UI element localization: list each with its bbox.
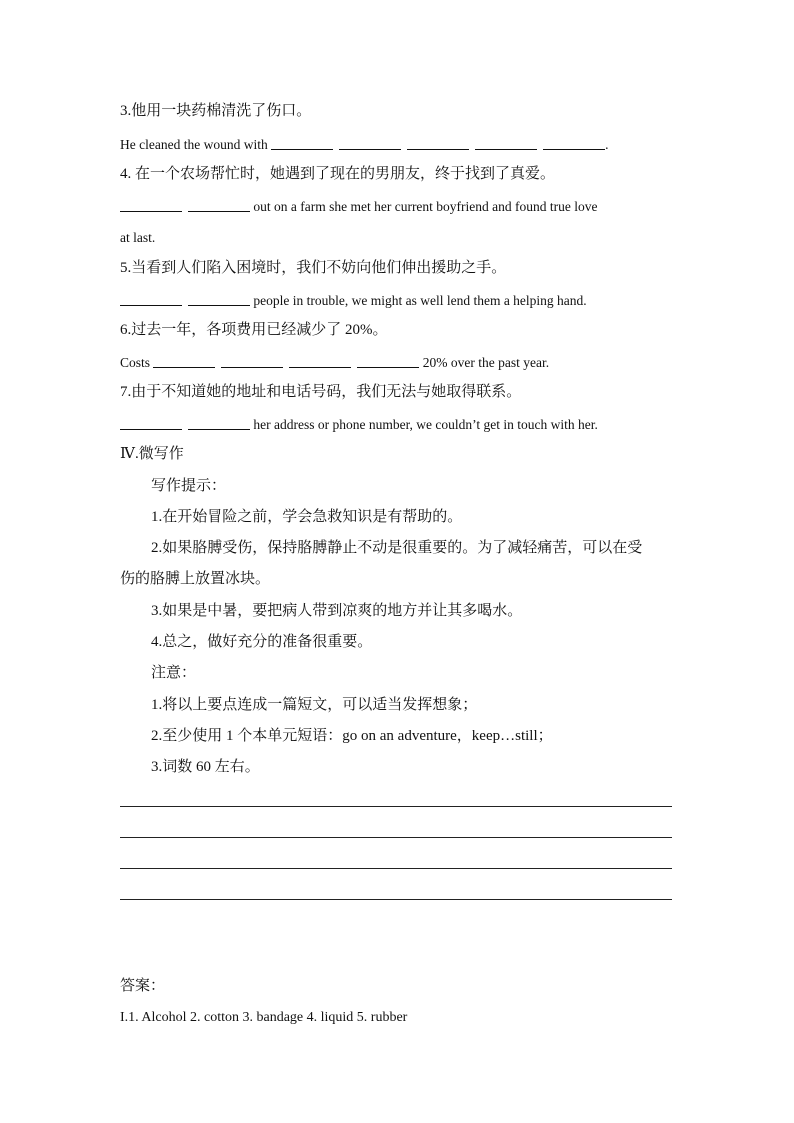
answer-blank[interactable] — [407, 137, 469, 150]
q3-chinese: 3.他用一块药棉清洗了伤口。 — [120, 103, 312, 119]
answer-blank[interactable] — [543, 137, 605, 150]
answers-line: I.1. Alcohol 2. cotton 3. bandage 4. liquid 5. rubber — [120, 1010, 408, 1025]
q7-english-rest: her address or phone number, we couldn’t get in touch with her. — [250, 417, 598, 432]
q6-english-suffix: 20% over the past year. — [419, 355, 550, 370]
q3-english — [120, 137, 608, 152]
note-label: 注意： — [151, 665, 197, 681]
q7-english — [120, 417, 598, 432]
writing-line[interactable] — [120, 806, 672, 807]
q5-english-rest: people in trouble, we might as well lend them a helping hand. — [250, 293, 587, 308]
q4-english — [120, 199, 598, 214]
note-item: 3.词数 60 左右。 — [151, 759, 260, 775]
hint-item: 1.在开始冒险之前，学会急救知识是有帮助的。 — [151, 509, 463, 525]
answers-label: 答案： — [120, 978, 166, 994]
note-item: 2.至少使用 1 个本单元短语：go on an adventure，keep…still； — [151, 728, 553, 744]
q6-chinese: 6.过去一年，各项费用已经减少了 20%。 — [120, 322, 388, 338]
answer-blank[interactable] — [188, 417, 250, 430]
q6-english — [120, 355, 549, 370]
writing-line[interactable] — [120, 837, 672, 838]
q3-english-suffix: . — [605, 137, 609, 152]
q6-english-prefix: Costs — [120, 355, 154, 370]
note-item: 1.将以上要点连成一篇短文，可以适当发挥想象； — [151, 697, 478, 713]
answer-blank[interactable] — [188, 199, 250, 212]
answer-blank[interactable] — [120, 293, 182, 306]
q5-english — [120, 293, 587, 308]
hint-item: 4.总之，做好充分的准备很重要。 — [151, 634, 373, 650]
hint-label: 写作提示： — [151, 478, 227, 494]
q4-english-rest: out on a farm she met her current boyfriend and found true love — [250, 199, 598, 214]
writing-line[interactable] — [120, 868, 672, 869]
writing-line[interactable] — [120, 899, 672, 900]
answer-blank[interactable] — [475, 137, 537, 150]
answer-blank[interactable] — [289, 355, 351, 368]
answer-blank[interactable] — [221, 355, 283, 368]
answer-blank[interactable] — [153, 355, 215, 368]
answer-blank[interactable] — [339, 137, 401, 150]
answer-blank[interactable] — [271, 137, 333, 150]
q5-chinese: 5.当看到人们陷入困境时，我们不妨向他们伸出援助之手。 — [120, 260, 507, 276]
q4-chinese: 4. 在一个农场帮忙时，她遇到了现在的男朋友，终于找到了真爱。 — [120, 166, 556, 182]
answer-blank[interactable] — [120, 199, 182, 212]
hint-item-continued: 伤的胳膊上放置冰块。 — [120, 571, 271, 587]
q3-english-prefix: He cleaned the wound with — [120, 137, 272, 152]
answer-blank[interactable] — [188, 293, 250, 306]
answer-blank[interactable] — [120, 417, 182, 430]
q7-chinese: 7.由于不知道她的地址和电话号码，我们无法与她取得联系。 — [120, 384, 522, 400]
hint-item: 3.如果是中暑，要把病人带到凉爽的地方并让其多喝水。 — [151, 603, 523, 619]
q4-english-continued: at last. — [120, 230, 156, 245]
hint-item: 2.如果胳膊受伤，保持胳膊静止不动是很重要的。为了减轻痛苦，可以在受 — [151, 540, 643, 556]
section-title: Ⅳ.微写作 — [120, 446, 184, 462]
answer-blank[interactable] — [357, 355, 419, 368]
